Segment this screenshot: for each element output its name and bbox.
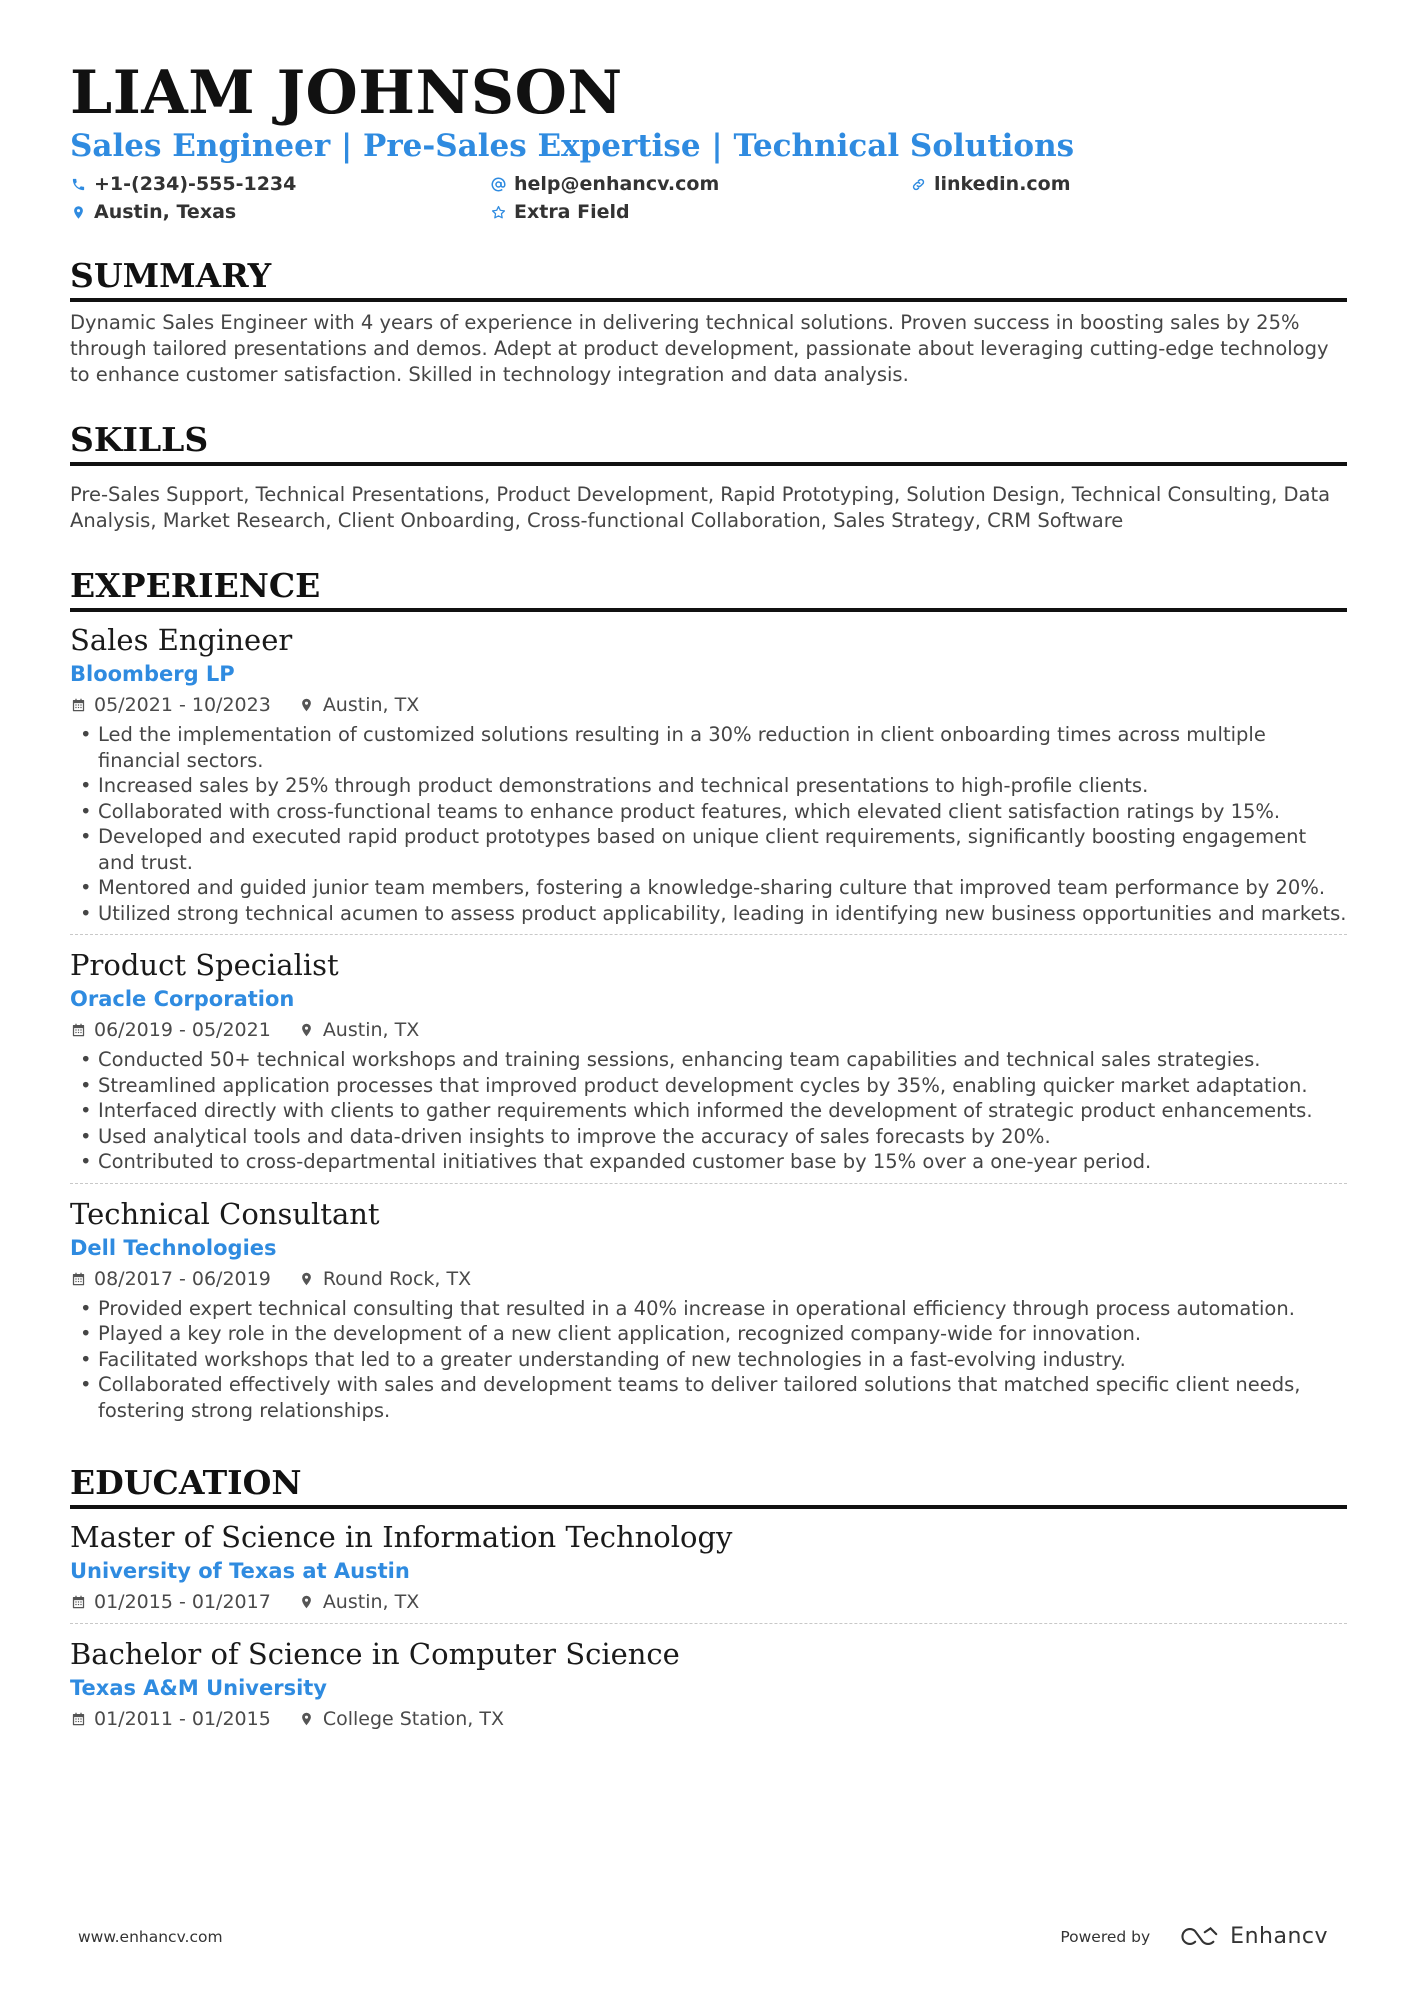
entry-location (299, 1706, 504, 1732)
header (70, 58, 1347, 224)
map-pin-icon (299, 1710, 315, 1728)
degree-title: Bachelor of Science in Computer Science (70, 1637, 680, 1671)
bullet-item: • Increased sales by 25% through product demonstrations and technical presentations to high-profile clients. (70, 773, 1347, 799)
entry-meta (70, 692, 1347, 718)
contact-extra (490, 200, 910, 224)
entry-dates: 08/2017 - 06/2019 (94, 1267, 271, 1290)
bullet-item: • Facilitated workshops that led to a greater understanding of new technologies in a fast-evolving industry. (70, 1347, 1347, 1373)
bullet-item: • Collaborated with cross-functional teams to enhance product features, which elevated client satisfaction ratings by 15%. (70, 799, 1347, 825)
entry-meta (70, 1706, 1347, 1732)
entry-location-text: Austin, TX (322, 1019, 420, 1041)
candidate-title: Sales Engineer | Pre-Sales Expertise | Technical Solutions (70, 128, 1075, 164)
education-list (70, 1519, 1347, 1740)
education-entry (70, 1623, 1347, 1740)
skills-section (70, 420, 1347, 534)
entry-meta (70, 1266, 1347, 1292)
entry-location-text: College Station, TX (322, 1708, 504, 1730)
bullet-item: • Developed and executed rapid product prototypes based on unique client requirements, significantly boosting engagement and trust. (70, 824, 1347, 875)
link-icon (910, 175, 926, 193)
calendar-icon (70, 1593, 86, 1611)
at-icon (490, 175, 506, 193)
bullet-item: • Provided expert technical consulting that resulted in a 40% increase in operational efficiency through process automation. (70, 1296, 1347, 1322)
bullet-item: • Streamlined application processes that improved product development cycles by 35%, enabling quicker market adaptation. (70, 1073, 1347, 1099)
entry-location-text: Austin, TX (322, 694, 420, 716)
location-text: Austin, Texas (94, 201, 237, 223)
entry-meta (70, 1589, 1347, 1615)
map-pin-icon (299, 1593, 315, 1611)
job-bullets (70, 1047, 1347, 1175)
calendar-icon (70, 1710, 86, 1728)
education-heading: EDUCATION (70, 1463, 1347, 1509)
extra-text: Extra Field (514, 201, 630, 223)
job-company[interactable]: Oracle Corporation (70, 987, 295, 1011)
bullet-item: • Interfaced directly with clients to gather requirements which informed the development of strategic product enhancements. (70, 1098, 1347, 1124)
powered-by (1060, 1924, 1328, 1949)
calendar-icon (70, 1270, 86, 1288)
resume-page (70, 58, 1347, 1740)
enhancv-brand: Enhancv (1230, 1924, 1328, 1949)
education-section (70, 1463, 1347, 1740)
map-pin-icon (299, 1021, 315, 1039)
footer-url[interactable]: www.enhancv.com (78, 1927, 223, 1946)
entry-location (299, 1017, 419, 1043)
entry-dates: 05/2021 - 10/2023 (94, 694, 271, 716)
powered-by-label: Powered by (1060, 1927, 1151, 1946)
footer (78, 1924, 1328, 1949)
degree-title: Master of Science in Information Technology (70, 1520, 733, 1554)
summary-section (70, 256, 1347, 388)
education-entry (70, 1519, 1347, 1623)
experience-heading: EXPERIENCE (70, 566, 1347, 612)
contact-phone[interactable] (70, 172, 490, 196)
entry-location (299, 1589, 419, 1615)
bullet-item: • Contributed to cross-departmental initiatives that expanded customer base by 15% over a one-year period. (70, 1149, 1347, 1175)
bullet-item: • Conducted 50+ technical workshops and training sessions, enhancing team capabilities and technical sales strategies. (70, 1047, 1347, 1073)
job-role: Sales Engineer (70, 623, 293, 657)
job-role: Product Specialist (70, 948, 339, 982)
summary-heading: SUMMARY (70, 256, 1347, 302)
job-company[interactable]: Bloomberg LP (70, 662, 235, 686)
contact-list (70, 172, 1347, 224)
linkedin-text: linkedin.com (934, 173, 1071, 195)
contact-linkedin[interactable] (910, 172, 1310, 196)
school-name[interactable]: University of Texas at Austin (70, 1559, 410, 1583)
entry-dates: 01/2015 - 01/2017 (94, 1591, 271, 1613)
calendar-icon (70, 696, 86, 714)
job-entry (70, 1183, 1347, 1432)
entry-location-text: Round Rock, TX (322, 1267, 472, 1290)
calendar-icon (70, 1021, 86, 1039)
job-bullets (70, 1296, 1347, 1424)
map-pin-icon (299, 696, 315, 714)
job-bullets (70, 722, 1347, 926)
bullet-item: • Mentored and guided junior team members, fostering a knowledge-sharing culture that improved team performance by 20%. (70, 875, 1347, 901)
job-entry (70, 622, 1347, 934)
entry-location (299, 1266, 471, 1292)
email-text: help@enhancv.com (514, 173, 720, 195)
entry-dates: 01/2011 - 01/2015 (94, 1708, 271, 1730)
entry-meta (70, 1017, 1347, 1043)
phone-icon (70, 175, 86, 193)
job-entry (70, 934, 1347, 1183)
bullet-item: • Led the implementation of customized solutions resulting in a 30% reduction in client onboarding times across multiple financial sectors. (70, 722, 1347, 773)
entry-location (299, 692, 419, 718)
enhancv-logo-icon (1176, 1925, 1222, 1949)
enhancv-logo[interactable] (1176, 1924, 1328, 1949)
skills-heading: SKILLS (70, 420, 1347, 466)
star-icon (490, 203, 506, 221)
school-name[interactable]: Texas A&M University (70, 1676, 327, 1700)
experience-list (70, 622, 1347, 1431)
map-pin-icon (70, 203, 86, 221)
job-company[interactable]: Dell Technologies (70, 1235, 277, 1260)
phone-text: +1-(234)-555-1234 (94, 173, 297, 195)
contact-email[interactable] (490, 172, 910, 196)
skills-text: Pre-Sales Support, Technical Presentations, Product Development, Rapid Prototyping, Solution Design, Technical Consulting, Data Analysis, Market Research, Client Onboarding, Cross-functional Collaboration, Sales Strategy, CRM Software (70, 483, 1331, 532)
bullet-item: • Utilized strong technical acumen to assess product applicability, leading in identifying new business opportunities and markets. (70, 901, 1347, 927)
map-pin-icon (299, 1270, 315, 1288)
job-role: Technical Consultant (70, 1196, 380, 1231)
summary-text: Dynamic Sales Engineer with 4 years of experience in delivering technical solutions. Proven success in boosting sales by 25% through tailored presentations and demos. Adept at product development, passionate about leveraging cutting-edge technology to enhance customer satisfaction. Skilled in technology integration and data analysis. (70, 311, 1329, 386)
contact-location (70, 200, 490, 224)
entry-dates: 06/2019 - 05/2021 (94, 1019, 271, 1041)
entry-location-text: Austin, TX (322, 1591, 420, 1613)
experience-section (70, 566, 1347, 1431)
bullet-item: • Played a key role in the development of a new client application, recognized company-wide for innovation. (70, 1321, 1347, 1347)
bullet-item: • Collaborated effectively with sales and development teams to deliver tailored solutions that matched specific client needs, fostering strong relationships. (70, 1372, 1347, 1423)
bullet-item: • Used analytical tools and data-driven insights to improve the accuracy of sales forecasts by 20%. (70, 1124, 1347, 1150)
candidate-name: LIAM JOHNSON (70, 58, 623, 128)
